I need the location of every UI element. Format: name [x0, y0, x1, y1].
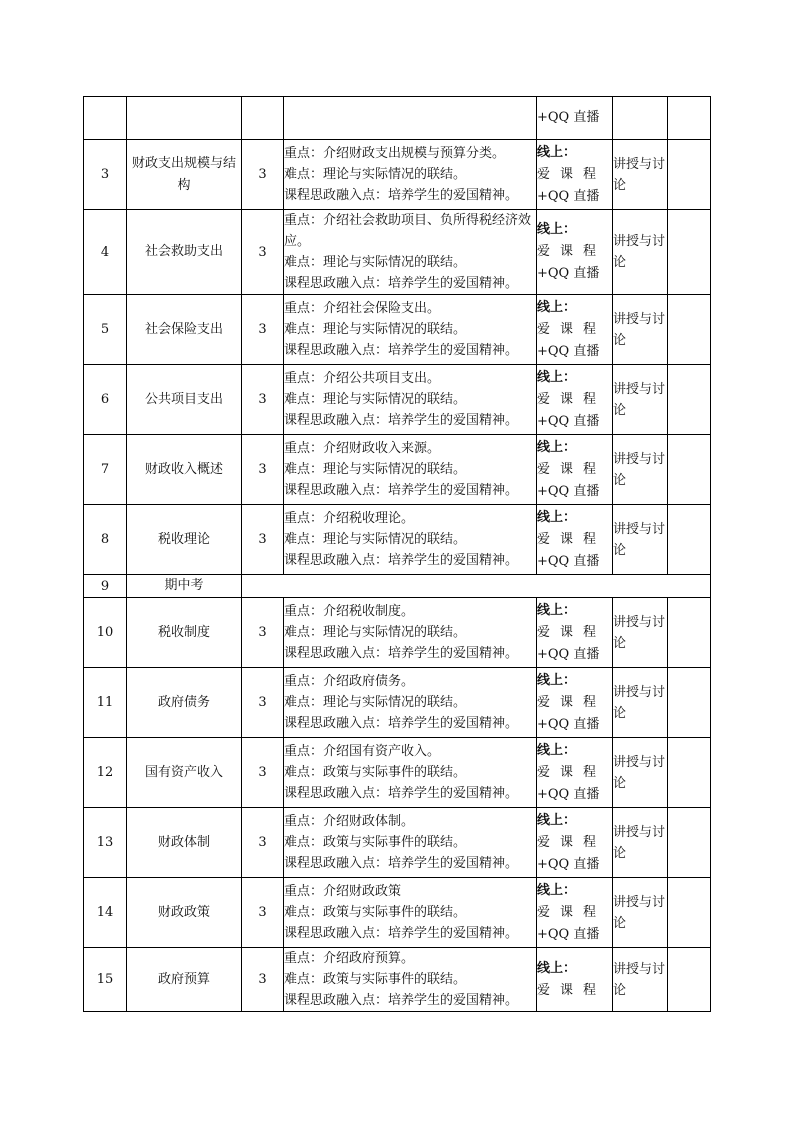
table-row — [84, 140, 711, 210]
mode-cell — [537, 210, 613, 295]
mode-cell — [537, 435, 613, 505]
table-row — [84, 808, 711, 878]
hours-cell: 3 — [242, 505, 284, 575]
table-row — [84, 295, 711, 365]
remarks-cell — [668, 878, 711, 948]
mode-course-platform: 爱课程 — [537, 244, 607, 259]
content-line: 难点：理论与实际情况的联结。 — [284, 255, 467, 270]
method-cell: 讲授与讨论 — [613, 295, 668, 365]
remarks-cell — [668, 738, 711, 808]
method-cell — [613, 97, 668, 140]
mode-online-label: 线上： — [537, 509, 577, 525]
topic-cell: 政府预算 — [127, 948, 242, 1012]
content-line: 课程思政融入点：培养学生的爱国精神。 — [284, 926, 519, 941]
content-cell — [284, 435, 537, 505]
week-number-cell: 8 — [84, 505, 127, 575]
mode-cell — [537, 878, 613, 948]
week-number-cell: 7 — [84, 435, 127, 505]
mode-live-text: +QQ 直播 — [537, 483, 600, 499]
mode-online-label: 线上： — [537, 742, 577, 758]
mode-online-label: 线上： — [537, 439, 577, 455]
content-line: 难点：政策与实际事件的联结。 — [284, 905, 467, 920]
table-row — [84, 948, 711, 1012]
content-cell — [284, 295, 537, 365]
method-cell: 讲授与讨论 — [613, 948, 668, 1012]
content-line: 重点：介绍政府债务。 — [284, 674, 415, 689]
content-line: 难点：理论与实际情况的联结。 — [284, 532, 467, 547]
remarks-cell — [668, 948, 711, 1012]
content-line: 难点：理论与实际情况的联结。 — [284, 695, 467, 710]
content-line: 重点：介绍财政收入来源。 — [284, 441, 441, 456]
content-line: 难点：政策与实际事件的联结。 — [284, 835, 467, 850]
mode-course-platform: 爱课程 — [537, 391, 607, 407]
hours-cell: 3 — [242, 668, 284, 738]
mode-live-text: +QQ 直播 — [537, 266, 600, 281]
method-cell: 讲授与讨论 — [613, 738, 668, 808]
content-line: 难点：政策与实际事件的联结。 — [284, 765, 467, 780]
topic-cell: 公共项目支出 — [127, 365, 242, 435]
mode-online-label: 线上： — [537, 882, 577, 898]
mode-live-text: +QQ 直播 — [537, 926, 600, 942]
hours-cell: 3 — [242, 948, 284, 1012]
mode-online-label: 线上： — [537, 144, 577, 160]
content-cell — [284, 505, 537, 575]
mode-cell — [537, 668, 613, 738]
mode-live-text: +QQ 直播 — [537, 856, 600, 872]
content-line: 难点：理论与实际情况的联结。 — [284, 322, 467, 337]
hours-cell: 3 — [242, 435, 284, 505]
mode-cell — [537, 808, 613, 878]
hours-cell — [242, 97, 284, 140]
method-cell: 讲授与讨论 — [613, 365, 668, 435]
week-number-cell: 11 — [84, 668, 127, 738]
table-row-exam — [84, 575, 711, 598]
mode-online-label: 线上： — [537, 812, 577, 828]
method-cell: 讲授与讨论 — [613, 668, 668, 738]
content-line: 重点：介绍财政支出规模与预算分类。 — [284, 146, 506, 161]
schedule-table-body — [84, 97, 711, 1012]
table-row — [84, 738, 711, 808]
method-cell: 讲授与讨论 — [613, 808, 668, 878]
mode-course-platform: 爱课程 — [537, 531, 607, 547]
mode-online-label: 线上： — [537, 602, 577, 618]
content-line: 重点：介绍财政政策 — [284, 884, 402, 899]
mode-course-platform: 爱课程 — [537, 904, 607, 920]
content-cell — [284, 140, 537, 210]
mode-online-label: 线上： — [537, 299, 577, 315]
content-line: 重点：介绍社会救助项目、负所得税经济效应。 — [284, 213, 532, 249]
topic-cell: 社会救助支出 — [127, 210, 242, 295]
mode-live-text: +QQ 直播 — [537, 786, 600, 802]
content-line: 重点：介绍社会保险支出。 — [284, 301, 441, 316]
mode-live-text: +QQ 直播 — [537, 343, 600, 359]
content-cell — [284, 668, 537, 738]
mode-live-text: +QQ 直播 — [537, 716, 600, 732]
content-cell — [284, 878, 537, 948]
week-number-cell — [84, 97, 127, 140]
content-line: 课程思政融入点：培养学生的爱国精神。 — [284, 188, 519, 203]
topic-cell: 期中考 — [127, 575, 242, 598]
content-cell — [284, 210, 537, 295]
table-row — [84, 878, 711, 948]
content-line: 课程思政融入点：培养学生的爱国精神。 — [284, 646, 519, 661]
content-line: 课程思政融入点：培养学生的爱国精神。 — [284, 483, 519, 498]
topic-cell: 国有资产收入 — [127, 738, 242, 808]
topic-cell: 税收理论 — [127, 505, 242, 575]
content-line: 重点：介绍公共项目支出。 — [284, 371, 441, 386]
remarks-cell — [668, 97, 711, 140]
remarks-cell — [668, 140, 711, 210]
hours-cell: 3 — [242, 295, 284, 365]
table-row — [84, 97, 711, 140]
remarks-cell — [668, 210, 711, 295]
hours-cell: 3 — [242, 808, 284, 878]
content-line: 课程思政融入点：培养学生的爱国精神。 — [284, 993, 519, 1008]
content-line: 重点：介绍税收理论。 — [284, 511, 415, 526]
mode-course-platform: 爱课程 — [537, 624, 607, 640]
content-line: 课程思政融入点：培养学生的爱国精神。 — [284, 413, 519, 428]
mode-live-text: +QQ 直播 — [537, 188, 600, 204]
week-number-cell: 9 — [84, 575, 127, 598]
mode-online-label: 线上： — [537, 222, 577, 237]
week-number-cell: 10 — [84, 598, 127, 668]
method-cell: 讲授与讨论 — [613, 598, 668, 668]
table-row — [84, 668, 711, 738]
content-line: 难点：理论与实际情况的联结。 — [284, 392, 467, 407]
mode-online-label: 线上： — [537, 369, 577, 385]
content-line: 课程思政融入点：培养学生的爱国精神。 — [284, 786, 519, 801]
week-number-cell: 6 — [84, 365, 127, 435]
content-line: 重点：介绍税收制度。 — [284, 604, 415, 619]
mode-cell — [537, 97, 613, 140]
mode-cell — [537, 295, 613, 365]
hours-cell: 3 — [242, 738, 284, 808]
content-cell — [284, 808, 537, 878]
content-line: 难点：理论与实际情况的联结。 — [284, 625, 467, 640]
method-cell: 讲授与讨论 — [613, 878, 668, 948]
content-line: 重点：介绍国有资产收入。 — [284, 744, 441, 759]
mode-cell — [537, 738, 613, 808]
mode-online-label: 线上： — [537, 960, 577, 976]
mode-cell — [537, 948, 613, 1012]
content-cell — [284, 598, 537, 668]
week-number-cell: 12 — [84, 738, 127, 808]
schedule-table — [83, 96, 711, 1012]
content-line: 难点：政策与实际事件的联结。 — [284, 972, 467, 987]
remarks-cell — [668, 668, 711, 738]
table-row — [84, 505, 711, 575]
mode-live-text: +QQ 直播 — [537, 553, 600, 569]
topic-cell: 财政收入概述 — [127, 435, 242, 505]
method-cell: 讲授与讨论 — [613, 140, 668, 210]
table-row — [84, 435, 711, 505]
hours-cell: 3 — [242, 210, 284, 295]
content-line: 难点：理论与实际情况的联结。 — [284, 167, 467, 182]
topic-cell: 税收制度 — [127, 598, 242, 668]
content-line: 课程思政融入点：培养学生的爱国精神。 — [284, 343, 519, 358]
content-line: 课程思政融入点：培养学生的爱国精神。 — [284, 716, 519, 731]
mode-cell — [537, 598, 613, 668]
table-row — [84, 365, 711, 435]
content-cell — [284, 738, 537, 808]
method-cell: 讲授与讨论 — [613, 505, 668, 575]
mode-online-label: 线上： — [537, 672, 577, 688]
mode-course-platform: 爱课程 — [537, 694, 607, 710]
remarks-cell — [668, 808, 711, 878]
mode-course-platform: 爱课程 — [537, 834, 607, 850]
method-cell: 讲授与讨论 — [613, 435, 668, 505]
remarks-cell — [668, 295, 711, 365]
week-number-cell: 4 — [84, 210, 127, 295]
topic-cell: 政府债务 — [127, 668, 242, 738]
table-row — [84, 210, 711, 295]
hours-cell: 3 — [242, 598, 284, 668]
mode-course-platform: 爱课程 — [537, 166, 607, 182]
topic-cell: 财政体制 — [127, 808, 242, 878]
content-line: 难点：理论与实际情况的联结。 — [284, 462, 467, 477]
mode-live-text: +QQ 直播 — [537, 646, 600, 662]
exam-blank-cell — [242, 575, 711, 598]
mode-course-platform: 爱课程 — [537, 982, 607, 998]
content-cell — [284, 365, 537, 435]
content-cell — [284, 948, 537, 1012]
remarks-cell — [668, 365, 711, 435]
content-line: 课程思政融入点：培养学生的爱国精神。 — [284, 553, 519, 568]
mode-course-platform: 爱课程 — [537, 321, 607, 337]
content-line: 课程思政融入点：培养学生的爱国精神。 — [284, 856, 519, 871]
week-number-cell: 5 — [84, 295, 127, 365]
table-row — [84, 598, 711, 668]
week-number-cell: 3 — [84, 140, 127, 210]
topic-cell: 财政支出规模与结构 — [127, 140, 242, 210]
content-line: 重点：介绍政府预算。 — [284, 951, 415, 966]
week-number-cell: 15 — [84, 948, 127, 1012]
content-line: 重点：介绍财政体制。 — [284, 814, 415, 829]
hours-cell: 3 — [242, 878, 284, 948]
remarks-cell — [668, 505, 711, 575]
week-number-cell: 14 — [84, 878, 127, 948]
hours-cell: 3 — [242, 365, 284, 435]
topic-cell: 财政政策 — [127, 878, 242, 948]
content-cell — [284, 97, 537, 140]
mode-cell — [537, 505, 613, 575]
remarks-cell — [668, 598, 711, 668]
mode-cell — [537, 140, 613, 210]
week-number-cell: 13 — [84, 808, 127, 878]
mode-live-text: +QQ 直播 — [537, 110, 600, 125]
content-line: 课程思政融入点：培养学生的爱国精神。 — [284, 276, 519, 291]
remarks-cell — [668, 435, 711, 505]
mode-live-text: +QQ 直播 — [537, 413, 600, 429]
method-cell: 讲授与讨论 — [613, 210, 668, 295]
mode-course-platform: 爱课程 — [537, 461, 607, 477]
mode-course-platform: 爱课程 — [537, 764, 607, 780]
hours-cell: 3 — [242, 140, 284, 210]
topic-cell: 社会保险支出 — [127, 295, 242, 365]
topic-cell — [127, 97, 242, 140]
mode-cell — [537, 365, 613, 435]
